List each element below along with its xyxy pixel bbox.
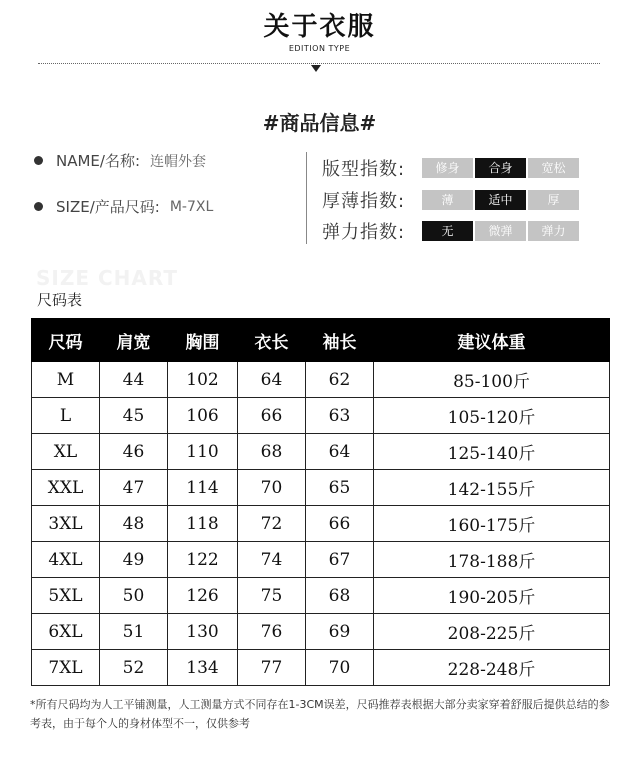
table-cell: 69 [306,614,374,650]
indicator-option-selected: 无 [422,221,473,241]
table-cell: 6XL [32,614,100,650]
table-row [32,434,610,470]
table-row [32,398,610,434]
table-header-cell: 胸围 [168,319,238,362]
measurement-note: *所有尺码均为人工平铺测量，人工测量方式不同存在1-3CM误差，尺码推荐表根据大部分卖家穿着舒服后提供总结的参考表，由于每个人的身材体型不一，仅供参考 [30,698,610,730]
indicator-option: 微弹 [475,221,526,241]
table-cell: M [32,362,100,398]
table-cell: 125-140斤 [374,434,610,470]
table-cell: 126 [168,578,238,614]
table-cell: 52 [100,650,168,686]
table-cell: 68 [238,434,306,470]
indicator-option: 厚 [528,190,579,210]
table-cell: 178-188斤 [374,542,610,578]
table-cell: 45 [100,398,168,434]
name-value: 连帽外套 [150,153,207,170]
indicator-row [322,155,581,181]
table-cell: 118 [168,506,238,542]
table-row [32,362,610,398]
table-cell: 64 [306,434,374,470]
table-cell: 114 [168,470,238,506]
table-row [32,542,610,578]
indicator-option: 薄 [422,190,473,210]
indicator-option: 宽松 [528,158,579,178]
table-cell: 63 [306,398,374,434]
table-cell: 110 [168,434,238,470]
table-cell: 130 [168,614,238,650]
table-cell: 142-155斤 [374,470,610,506]
table-cell: 47 [100,470,168,506]
info-row-name [34,150,206,171]
indicator-label: 版型指数: [322,159,406,180]
page-subtitle: EDITION TYPE [288,44,351,53]
table-cell: 160-175斤 [374,506,610,542]
table-cell: L [32,398,100,434]
table-cell: 76 [238,614,306,650]
table-cell: 66 [306,506,374,542]
indicator-option: 弹力 [528,221,579,241]
table-cell: 50 [100,578,168,614]
table-cell: 62 [306,362,374,398]
table-header-cell: 建议体重 [374,319,610,362]
table-cell: 75 [238,578,306,614]
table-cell: 4XL [32,542,100,578]
table-header-cell: 肩宽 [100,319,168,362]
bullet-icon [34,156,43,165]
table-row [32,650,610,686]
indicator-label: 厚薄指数: [322,191,406,212]
table-cell: 208-225斤 [374,614,610,650]
table-cell: 70 [238,470,306,506]
table-caption: 尺码表 [37,291,83,309]
table-cell: 228-248斤 [374,650,610,686]
table-row [32,578,610,614]
table-cell: XL [32,434,100,470]
table-cell: 105-120斤 [374,398,610,434]
table-cell: 67 [306,542,374,578]
indicator-row [322,187,581,213]
table-cell: 66 [238,398,306,434]
size-label: SIZE/产品尺码: [56,198,160,216]
table-cell: 72 [238,506,306,542]
table-cell: 5XL [32,578,100,614]
table-cell: 68 [306,578,374,614]
table-cell: 3XL [32,506,100,542]
table-cell: XXL [32,470,100,506]
table-cell: 106 [168,398,238,434]
table-cell: 134 [168,650,238,686]
indicator-label: 弹力指数: [322,222,406,243]
page-title: 关于衣服 [263,12,376,42]
table-cell: 64 [238,362,306,398]
size-chart-watermark: SIZE CHART [36,266,179,290]
table-cell: 122 [168,542,238,578]
table-row [32,506,610,542]
indicator-row [322,218,581,244]
size-value: M-7XL [169,198,214,215]
table-cell: 49 [100,542,168,578]
table-cell: 65 [306,470,374,506]
down-arrow-icon [311,65,321,72]
table-row [32,614,610,650]
table-cell: 44 [100,362,168,398]
table-cell: 51 [100,614,168,650]
table-cell: 77 [238,650,306,686]
indicator-option-selected: 合身 [475,158,526,178]
indicator-option-selected: 适中 [475,190,526,210]
bullet-icon [34,202,43,211]
dotted-divider [38,63,600,64]
table-cell: 48 [100,506,168,542]
table-row [32,470,610,506]
table-header-cell: 衣长 [238,319,306,362]
info-row-size [34,196,213,217]
table-header-cell: 袖长 [306,319,374,362]
vertical-divider [306,152,307,244]
table-cell: 74 [238,542,306,578]
table-cell: 85-100斤 [374,362,610,398]
section-title: #商品信息# [262,111,377,135]
name-label: NAME/名称: [56,152,141,170]
table-cell: 190-205斤 [374,578,610,614]
table-header-cell: 尺码 [32,319,100,362]
table-cell: 70 [306,650,374,686]
table-cell: 102 [168,362,238,398]
indicator-option: 修身 [422,158,473,178]
table-cell: 46 [100,434,168,470]
table-body [32,362,610,686]
table-cell: 7XL [32,650,100,686]
table-header-row [32,319,610,362]
size-table [31,318,610,686]
